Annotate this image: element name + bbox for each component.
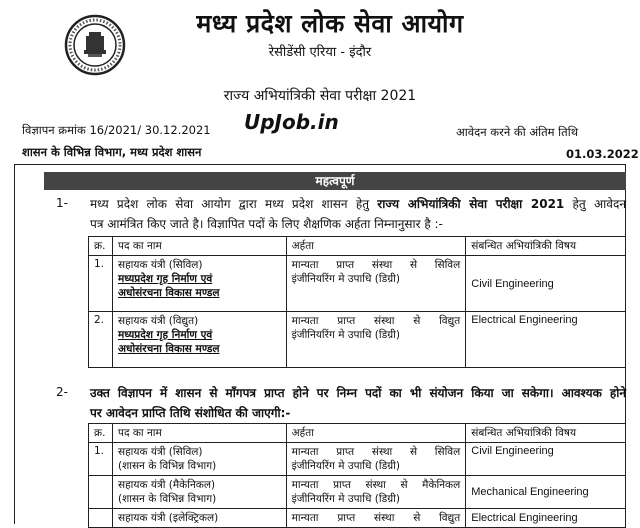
para1-text-a: मध्य प्रदेश लोक सेवा आयोग द्वारा मध्य प्रदेश शासन हेतु — [90, 197, 378, 211]
advertisement-number: विज्ञापन क्रमांक 16/2021/ 30.12.2021 — [22, 123, 211, 137]
para1-exam-bold: राज्य अभियांत्रिकी सेवा परीक्षा 2021 — [377, 197, 565, 211]
page-title: मध्य प्रदेश लोक सेवा आयोग — [196, 9, 464, 38]
post-title: सहायक यंत्री (मैकेनिकल) — [117, 479, 216, 491]
post-board-line1: मध्यप्रदेश गृह निर्माण एवं — [117, 273, 213, 285]
table-header-row — [89, 424, 626, 443]
cell-sno: 2. — [89, 312, 113, 368]
post-dept: (शासन के विभिन्न विभाग) — [117, 493, 217, 505]
cell-post — [112, 476, 286, 509]
qual-line2: इंजीनियरिंग मे उपाधि (डिग्री) — [291, 493, 400, 505]
post-title: सहायक यंत्री (सिविल) — [117, 446, 203, 458]
post-board-line2: अधोसंरचना विकास मण्डल — [117, 287, 220, 299]
post-dept: (शासन के विभिन्न विभाग) — [117, 460, 217, 472]
cell-qualification — [286, 312, 466, 368]
table-row — [89, 509, 626, 528]
table-row — [89, 312, 626, 368]
qual-line1: मान्यता प्राप्त संस्था से सिविल — [291, 259, 461, 271]
post-title: सहायक यंत्री (सिविल) — [117, 259, 203, 271]
para2 — [90, 383, 626, 423]
table-row — [89, 256, 626, 312]
qual-line1: मान्यता प्राप्त संस्था से विद्युत — [291, 512, 461, 524]
para2-line2: पर आवेदन प्राप्ति तिथि संशोधित की जाएगी:- — [90, 406, 291, 420]
col-sno: क्र. — [89, 237, 113, 256]
watermark-text: UpJob.in — [244, 110, 339, 134]
table-row — [89, 443, 626, 476]
cell-post — [112, 256, 286, 312]
important-heading: महत्वपूर्ण — [44, 172, 626, 190]
col-post: पद का नाम — [112, 237, 286, 256]
cell-sno — [89, 476, 113, 509]
cell-qualification — [286, 256, 466, 312]
cell-subject: Civil Engineering — [466, 256, 626, 312]
qualification-table-1 — [88, 236, 626, 368]
para1 — [90, 194, 626, 234]
col-subject: संबन्धित अभियांत्रिकी विषय — [466, 237, 626, 256]
col-sno: क्र. — [89, 424, 113, 443]
cell-post — [112, 312, 286, 368]
cell-subject: Electrical Engineering — [466, 312, 626, 368]
cell-post — [112, 509, 286, 528]
cell-subject: Mechanical Engineering — [466, 476, 626, 509]
col-qualification: अर्हता — [286, 237, 466, 256]
para2-line1: उक्त विज्ञापन में शासन से माँगपत्र प्राप्त होने पर निम्न पदों का भी संयोजन किया जा सकेगा। आवश्यक होने — [90, 386, 626, 400]
cell-sno — [89, 509, 113, 528]
last-date-value: 01.03.2022 — [566, 147, 639, 161]
qual-line2: इंजीनियरिंग मे उपाधि (डिग्री) — [291, 273, 400, 285]
para1-line1 — [90, 194, 626, 214]
mppsc-seal-emblem — [64, 14, 126, 76]
department-name: शासन के विभिन्न विभाग, मध्य प्रदेश शासन — [22, 145, 202, 159]
qual-line1: मान्यता प्राप्त संस्था से सिविल — [291, 446, 461, 458]
qual-line1: मान्यता प्राप्त संस्था से मैकेनिकल — [291, 479, 461, 491]
qual-line2: इंजीनियरिंग मे उपाधि (डिग्री) — [291, 460, 400, 472]
cell-post — [112, 443, 286, 476]
cell-qualification — [286, 509, 466, 528]
post-title: सहायक यंत्री (विद्युत) — [117, 315, 199, 327]
qual-line1: मान्यता प्राप्त संस्था से विद्युत — [291, 315, 461, 327]
table-header-row — [89, 237, 626, 256]
para2-number: 2- — [56, 385, 68, 399]
office-location: रेसीडेंसी एरिया - इंदौर — [268, 45, 372, 60]
cell-qualification — [286, 476, 466, 509]
exam-name: राज्य अभियांत्रिकी सेवा परीक्षा 2021 — [223, 88, 417, 104]
cell-subject: Civil Engineering — [466, 443, 626, 476]
last-date-label: आवेदन करने की अंतिम तिथि — [456, 125, 579, 139]
cell-subject: Electrical Engineering — [466, 509, 626, 528]
qualification-table-2 — [88, 423, 626, 528]
qual-line2: इंजीनियरिंग मे उपाधि (डिग्री) — [291, 329, 400, 341]
cell-sno: 1. — [89, 443, 113, 476]
para1-line2: पत्र आमंत्रित किए जाते है। विज्ञापित पदों के लिए शैक्षणिक अर्हता निम्नानुसार है :- — [90, 217, 443, 231]
post-title: सहायक यंत्री (इलेक्ट्रिकल) — [117, 512, 219, 524]
cell-qualification — [286, 443, 466, 476]
para1-number: 1- — [56, 196, 68, 210]
post-board-line2: अधोसंरचना विकास मण्डल — [117, 343, 220, 355]
table-row — [89, 476, 626, 509]
cell-sno: 1. — [89, 256, 113, 312]
col-qualification: अर्हता — [286, 424, 466, 443]
para1-text-c: हेतु आवेदन — [564, 197, 626, 211]
col-post: पद का नाम — [112, 424, 286, 443]
post-board-line1: मध्यप्रदेश गृह निर्माण एवं — [117, 329, 213, 341]
col-subject: संबन्धित अभियांत्रिकी विषय — [466, 424, 626, 443]
